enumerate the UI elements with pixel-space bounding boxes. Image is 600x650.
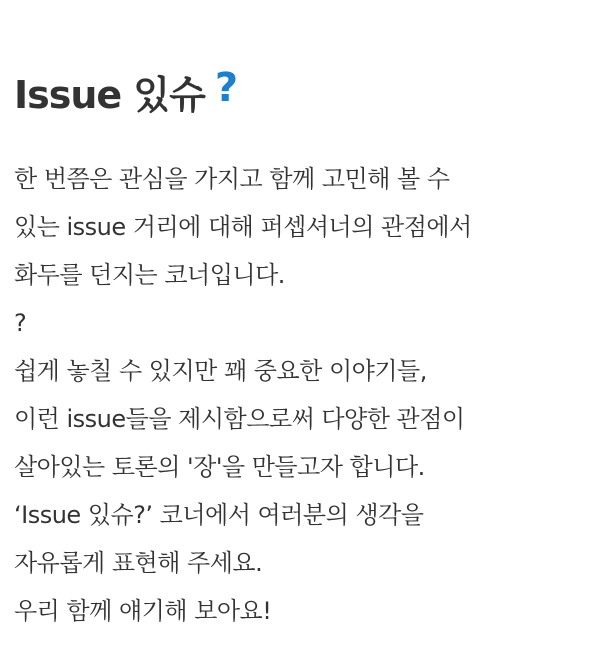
intro-line-8: ‘Issue 있슈?’ 코너에서 여러분의 생각을 — [14, 501, 424, 529]
intro-line-6: 이런 issue들을 제시함으로써 다양한 관점이 — [14, 405, 465, 433]
intro-line-4: ? — [14, 309, 27, 337]
intro-paragraph — [14, 155, 589, 635]
question-mark-icon: ? — [214, 65, 239, 111]
intro-line-5: 쉽게 놓칠 수 있지만 꽤 중요한 이야기들, — [14, 357, 427, 385]
intro-line-7: 살아있는 토론의 '장'을 만들고자 합니다. — [14, 453, 425, 481]
intro-line-9: 자유롭게 표현해 주세요. — [14, 549, 263, 577]
title-text: Issue 있슈 — [14, 72, 205, 117]
intro-line-2: 있는 issue 거리에 대해 퍼셉셔너의 관점에서 — [14, 213, 472, 241]
intro-line-1: 한 번쯤은 관심을 가지고 함께 고민해 볼 수 — [14, 165, 450, 193]
intro-line-10: 우리 함께 얘기해 보아요! — [14, 597, 272, 625]
intro-line-3: 화두를 던지는 코너입니다. — [14, 261, 285, 289]
page-title — [14, 66, 238, 116]
